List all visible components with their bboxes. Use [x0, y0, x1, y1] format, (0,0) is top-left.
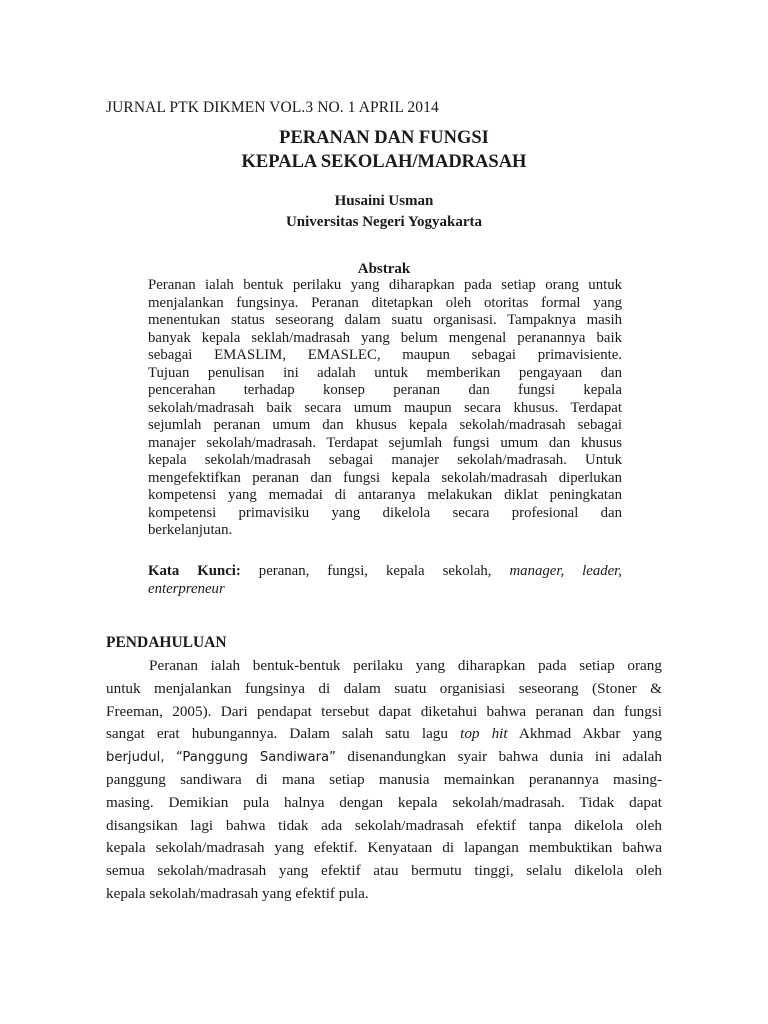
title-line-1: PERANAN DAN FUNGSI: [279, 128, 489, 148]
body-line: semua sekolah/madrasah yang efektif atau bermutu tinggi, selalu dikelola oleh: [106, 862, 662, 880]
abstract-line: sejumlah peranan umum dan khusus kepala sekolah/madrasah sebagai: [148, 417, 622, 433]
section-body: [106, 655, 662, 906]
author-block: [0, 191, 768, 233]
keywords-line-2: [148, 580, 622, 598]
abstract-line: menjalankan fungsinya. Peranan ditetapkan oleh otoritas formal yang: [148, 294, 622, 311]
body-line: untuk menjalankan fungsinya di dalam suatu organisiasi seseorang (Stoner &: [106, 679, 662, 697]
keywords-plain: peranan, fungsi, kepala sekolah,: [258, 563, 492, 579]
abstract-line: kepala sekolah/madrasah sebagai manajer sekolah/madrasah. Untuk: [148, 452, 622, 468]
abstract-line: kompetensi yang memadai di antaranya melakukan diklat peningkatan: [148, 487, 622, 503]
abstract-body: [148, 277, 622, 540]
abstract-line: kompetensi primavisiku yang dikelola secara profesional dan: [148, 504, 622, 521]
body-line-5: [106, 746, 662, 769]
body-italic-term: top hit: [460, 725, 508, 743]
body-line: Freeman, 2005). Dari pendapat tersebut dapat diketahui bahwa peranan dan fungsi: [106, 702, 662, 720]
abstract-line: mengefektifkan peranan dan fungsi kepala sekolah/madrasah diperlukan: [148, 469, 622, 486]
body-line: panggung sandiwara di mana setiap manusia memainkan peranannya masing-: [106, 770, 662, 788]
keywords-label: Kata Kunci:: [148, 563, 241, 579]
body-line: kepala sekolah/madrasah yang efektif. Kenyataan di lapangan membuktikan bahwa: [106, 839, 662, 857]
keywords-italic: manager, leader,: [509, 563, 622, 579]
author-name: Husaini Usman: [334, 193, 434, 209]
body-line-5-tail: disenandungkan syair bahwa dunia ini adalah: [347, 748, 663, 766]
abstract-heading: Abstrak: [357, 261, 411, 277]
journal-header: JURNAL PTK DIKMEN VOL.3 NO. 1 APRIL 2014: [106, 99, 439, 116]
abstract-line: Peranan ialah bentuk perilaku yang diharapkan pada setiap orang untuk: [148, 277, 622, 293]
keywords-italic-2: enterpreneur: [148, 581, 225, 597]
abstract-line: menentukan status seseorang dalam suatu organisasi. Tampaknya masih: [148, 312, 622, 328]
abstract-line: manajer sekolah/madrasah. Terdapat sejumlah fungsi umum dan khusus: [148, 434, 622, 451]
author-affiliation: Universitas Negeri Yogyakarta: [285, 214, 483, 230]
abstract-line: pencerahan terhadap konsep peranan dan fungsi kepala: [148, 382, 622, 398]
abstract-line: sekolah/madrasah baik secara umum maupun secara khusus. Terdapat: [148, 399, 622, 416]
body-line: kepala sekolah/madrasah yang efektif pula.: [106, 884, 369, 902]
body-line-4-text: sangat erat hubungannya. Dalam salah satu lagu: [106, 725, 448, 743]
abstract-line: banyak kepala seklah/madrasah yang belum mengenal peranannya baik: [148, 329, 622, 346]
body-line: masing. Demikian pula halnya dengan kepala sekolah/madrasah. Tidak dapat: [106, 793, 662, 811]
title-line-2: KEPALA SEKOLAH/MADRASAH: [241, 152, 527, 172]
paper-title: [0, 126, 768, 174]
abstract-line: berkelanjutan.: [148, 522, 233, 538]
body-line: disangsikan lagi bahwa tidak ada sekolah/madrasah efektif tanpa dikelola oleh: [106, 816, 662, 834]
section-heading: PENDAHULUAN: [106, 634, 227, 651]
body-line-4-tail: Akhmad Akbar yang: [518, 725, 662, 743]
abstract-line: Tujuan penulisan ini adalah untuk memberikan pengayaan dan: [148, 364, 622, 381]
body-line: Peranan ialah bentuk-bentuk perilaku yang diharapkan pada setiap orang: [149, 657, 662, 674]
body-line-4: [106, 723, 662, 746]
keywords-line-1: [148, 562, 622, 580]
keywords-block: [148, 562, 622, 598]
abstract-line: sebagai EMASLIM, EMASLEC, maupun sebagai primavisiente.: [148, 347, 622, 363]
song-title: “Panggung Sandiwara”: [175, 750, 336, 766]
body-line-5-prefix: berjudul,: [106, 750, 165, 766]
